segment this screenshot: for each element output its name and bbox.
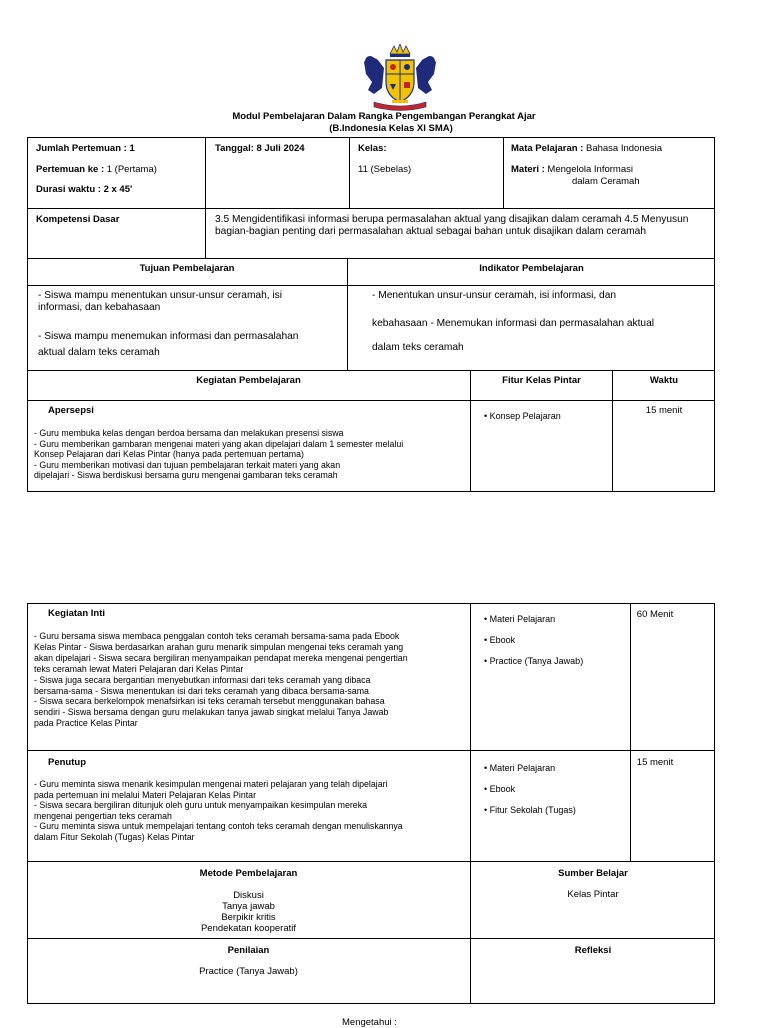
penutup-fitur-2: • Ebook <box>484 784 516 794</box>
inti-fitur-3: • Practice (Tanya Jawab) <box>484 656 584 666</box>
fitur-header: Fitur Kelas Pintar <box>502 375 581 386</box>
inti-fitur-1: • Materi Pelajaran <box>484 614 556 624</box>
jumlah-pertemuan: Jumlah Pertemuan : 1 <box>36 143 135 154</box>
kompetensi-text: 3.5 Mengidentifikasi informasi berupa permasalahan aktual yang disajikan dalam ceramah 4.5 Menyusun bagian-bagian penting dari permasalahan aktual sebagai bahan untuk disajikan dalam ceramah <box>215 214 689 237</box>
apersepsi-title: Apersepsi <box>48 405 94 416</box>
penutup-body: - Guru meminta siswa menarik kesimpulan mengenai materi pelajaran yang telah dipelajari pada pertemuan ini melalui Materi Pelajaran Kelas Pintar - Siswa secara bergiliran ditunjuk oleh guru untuk menyampaikan kesimpulan mereka mengenai pengertian teks ceramah - Guru meminta siswa untuk mempelajari tentang contoh teks ceramah dengan menuliskannya dalam Fitur Sekolah (Tugas) Kelas Pintar <box>34 779 403 842</box>
inti-fitur-2: • Ebook <box>484 635 516 645</box>
durasi-waktu: Durasi waktu : 2 x 45' <box>36 184 133 195</box>
metode-item-3: Berpikir kritis <box>221 912 276 923</box>
indikator-line-2: kebahasaan - Menemukan informasi dan permasalahan aktual <box>372 318 655 329</box>
tujuan-item-2: - Siswa mampu menemukan informasi dan permasalahan aktual dalam teks ceramah <box>38 331 299 358</box>
school-crest-logo <box>356 44 444 112</box>
waktu-header: Waktu <box>649 375 679 386</box>
penutup-title: Penutup <box>48 757 86 768</box>
kelas-value: 11 (Sebelas) <box>358 164 412 175</box>
mengetahui-label: Mengetahui : <box>342 1017 397 1028</box>
inti-title: Kegiatan Inti <box>48 608 106 619</box>
penilaian-header: Penilaian <box>227 945 270 956</box>
kegiatan-header: Kegiatan Pembelajaran <box>196 375 301 386</box>
penutup-fitur-1: • Materi Pelajaran <box>484 763 556 773</box>
indikator-line-3: dalam teks ceramah <box>372 342 464 353</box>
tujuan-item-1: - Siswa mampu menentukan unsur-unsur ceramah, isi informasi, dan kebahasaan <box>38 290 283 314</box>
apersepsi-fitur-1: • Konsep Pelajaran <box>484 411 561 421</box>
materi-line2: dalam Ceramah <box>572 176 640 187</box>
document-title-line1: Modul Pembelajaran Dalam Rangka Pengembangan Perangkat Ajar <box>232 111 536 122</box>
kelas-label: Kelas: <box>358 143 387 154</box>
metode-item-2: Tanya jawab <box>222 901 275 912</box>
indikator-header: Indikator Pembelajaran <box>479 263 584 274</box>
apersepsi-waktu: 15 menit <box>645 405 683 416</box>
pertemuan-ke: Pertemuan ke : 1 (Pertama) <box>36 164 157 175</box>
tujuan-header: Tujuan Pembelajaran <box>139 263 235 274</box>
metode-header: Metode Pembelajaran <box>199 868 298 879</box>
mata-pelajaran: Mata Pelajaran : Bahasa Indonesia <box>511 143 663 154</box>
metode-item-4: Pendekatan kooperatif <box>200 923 297 934</box>
sumber-header: Sumber Belajar <box>558 868 628 879</box>
inti-body: - Guru bersama siswa membaca penggalan contoh teks ceramah bersama-sama pada Ebook Kelas Pintar - Siswa berdasarkan arahan guru menarik simpulan mengenai teks ceramah yang akan dipelajari - Siswa secara bergiliran menyampaikan pendapat mereka mengenai pengertian teks ceramah lewat Materi Pelajaran dari Kelas Pintar - Siswa juga secara bergantian menyebutkan informasi dari teks ceramah yang dibaca bersama-sama - Siswa menentukan isi dari teks ceramah yang dibaca bersama-sama - Siswa secara berkelompok menafsirkan isi teks ceramah tersebut menggunakan bahasa sendiri - Siswa bersama dengan guru melakukan tanya jawab singkat melalui Tanya Jawab pada Practice Kelas Pintar <box>34 631 408 729</box>
refleksi-header: Refleksi <box>574 945 612 956</box>
metode-item-1: Diskusi <box>233 890 264 901</box>
indikator-line-1: - Menentukan unsur-unsur ceramah, isi informasi, dan <box>372 290 617 301</box>
document-title-line2: (B.Indonesia Kelas XI SMA) <box>329 123 453 134</box>
penilaian-value: Practice (Tanya Jawab) <box>199 966 298 977</box>
apersepsi-body: - Guru membuka kelas dengan berdoa bersama dan melakukan presensi siswa - Guru memberikan gambaran mengenai materi yang akan dipelajari dalam 1 semester melalui Konsep Pelajaran dari Kelas Pintar (hanya pada pertemuan pertama) - Guru memberikan motivasi dan tujuan pembelajaran terkait materi yang akan dipelajari - Siswa berdiskusi bersama guru mengenai gambaran teks ceramah <box>34 428 404 480</box>
sumber-value: Kelas Pintar <box>567 889 619 900</box>
tanggal: Tanggal: 8 Juli 2024 <box>215 143 305 154</box>
inti-waktu: 60 Menit <box>636 609 674 620</box>
penutup-waktu: 15 menit <box>636 757 674 768</box>
materi: Materi : Mengelola Informasi <box>511 164 633 175</box>
penutup-fitur-3: • Fitur Sekolah (Tugas) <box>484 805 576 815</box>
kompetensi-label: Kompetensi Dasar <box>36 214 120 225</box>
